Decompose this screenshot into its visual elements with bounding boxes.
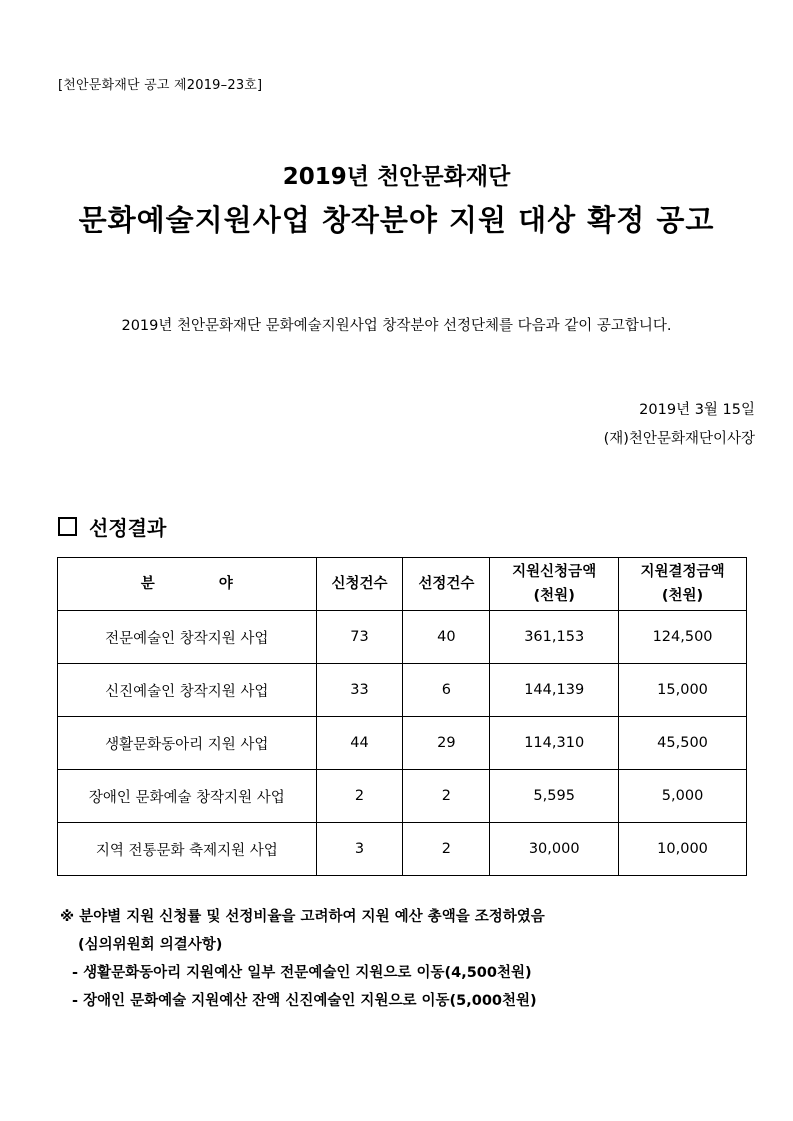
cell-selections: 29	[403, 717, 490, 770]
header-selections: 선정건수	[403, 558, 490, 611]
issuer: (재)천안문화재단이사장	[603, 431, 755, 447]
header-field-b: 야	[218, 576, 233, 592]
header-decided-line2: (천원)	[661, 588, 704, 604]
cell-applications: 44	[316, 717, 403, 770]
cell-decided: 5,000	[619, 770, 747, 823]
note-item: - 장애인 문화예술 지원예산 잔액 신진예술인 지원으로 이동(5,000천원)	[72, 993, 537, 1009]
cell-field: 지역 전통문화 축제지원 사업	[58, 823, 317, 876]
square-bullet-icon	[58, 517, 77, 536]
cell-decided: 124,500	[619, 611, 747, 664]
cell-requested: 361,153	[490, 611, 619, 664]
notice-number: [천안문화재단 공고 제2019–23호]	[58, 78, 263, 93]
cell-field: 신진예술인 창작지원 사업	[58, 664, 317, 717]
cell-decided: 15,000	[619, 664, 747, 717]
header-decided	[619, 558, 747, 611]
cell-requested: 144,139	[490, 664, 619, 717]
table-row	[58, 664, 747, 717]
header-decided-line1: 지원결정금액	[640, 564, 725, 580]
page-title-line1: 2019년 천안문화재단	[282, 164, 511, 190]
cell-selections: 2	[403, 823, 490, 876]
cell-applications: 73	[316, 611, 403, 664]
cell-selections: 40	[403, 611, 490, 664]
table-row	[58, 823, 747, 876]
selection-results-table	[57, 557, 747, 876]
announcement-date: 2019년 3월 15일	[639, 402, 755, 418]
table-row	[58, 717, 747, 770]
page-title-line2: 문화예술지원사업 창작분야 지원 대상 확정 공고	[78, 203, 715, 237]
table-row	[58, 611, 747, 664]
cell-applications: 2	[316, 770, 403, 823]
cell-field: 전문예술인 창작지원 사업	[58, 611, 317, 664]
notes	[60, 903, 545, 1015]
cell-requested: 30,000	[490, 823, 619, 876]
cell-field: 생활문화동아리 지원 사업	[58, 717, 317, 770]
cell-selections: 2	[403, 770, 490, 823]
cell-field: 장애인 문화예술 창작지원 사업	[58, 770, 317, 823]
header-field-a: 분	[140, 576, 155, 592]
cell-applications: 3	[316, 823, 403, 876]
cell-decided: 45,500	[619, 717, 747, 770]
cell-decided: 10,000	[619, 823, 747, 876]
section-heading-text: 선정결과	[89, 516, 167, 540]
table-row	[58, 770, 747, 823]
table-header-row	[58, 558, 747, 611]
header-field	[58, 558, 317, 611]
note-item: - 생활문화동아리 지원예산 일부 전문예술인 지원으로 이동(4,500천원)	[72, 965, 532, 981]
cell-applications: 33	[316, 664, 403, 717]
cell-selections: 6	[403, 664, 490, 717]
section-heading	[58, 512, 166, 541]
header-requested-line1: 지원신청금액	[512, 564, 597, 580]
note-main: ※ 분야별 지원 신청률 및 선정비율을 고려하여 지원 예산 총액을 조정하였음	[60, 909, 545, 925]
header-applications: 신청건수	[316, 558, 403, 611]
cell-requested: 5,595	[490, 770, 619, 823]
note-sub: (심의위원회 의결사항)	[78, 937, 223, 953]
intro-text: 2019년 천안문화재단 문화예술지원사업 창작분야 선정단체를 다음과 같이 공고합니다.	[121, 318, 672, 334]
header-requested-line2: (천원)	[533, 588, 575, 604]
header-requested	[490, 558, 619, 611]
cell-requested: 114,310	[490, 717, 619, 770]
